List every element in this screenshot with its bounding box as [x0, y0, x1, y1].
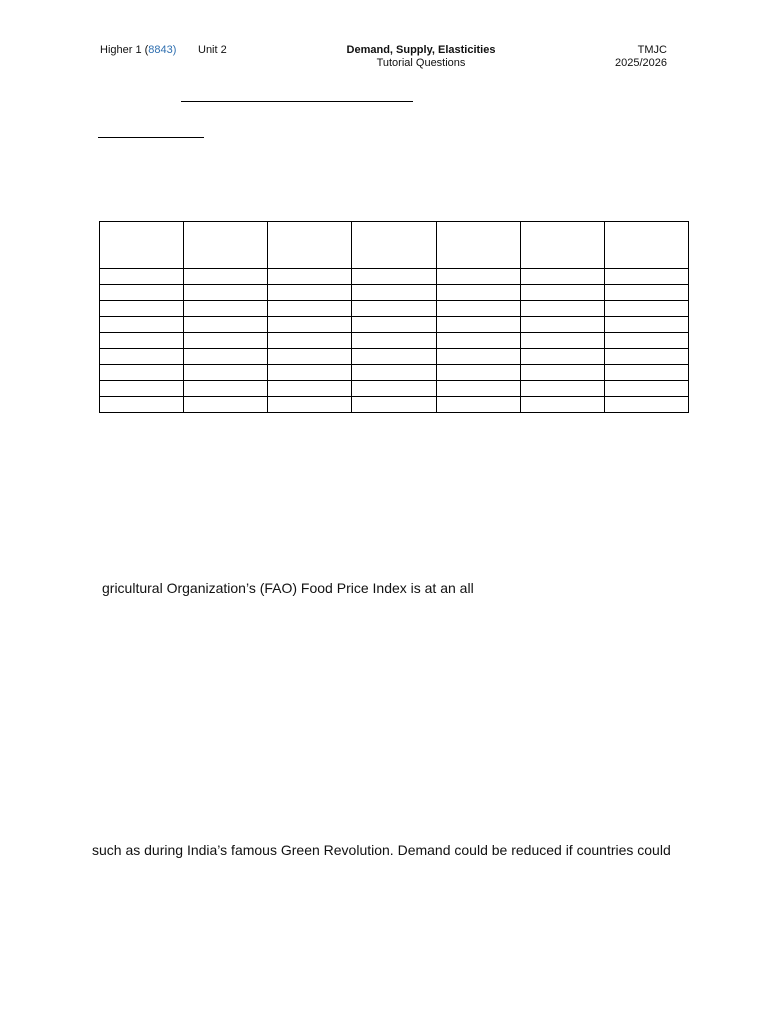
- table-cell: [352, 397, 436, 413]
- table-cell: [100, 397, 184, 413]
- table-cell: [436, 381, 520, 397]
- table-cell: [436, 365, 520, 381]
- table-cell: [184, 381, 268, 397]
- header-subject-code: 8843: [148, 44, 173, 56]
- body-text-line: gricultural Organization’s (FAO) Food Price Index is at an all: [102, 580, 474, 596]
- table-cell: [100, 349, 184, 365]
- table-header-cell: [604, 222, 688, 269]
- table-header-cell: [436, 222, 520, 269]
- table-cell: [352, 349, 436, 365]
- table-cell: [436, 301, 520, 317]
- table-cell: [184, 349, 268, 365]
- table-cell: [604, 349, 688, 365]
- data-table: [99, 221, 689, 413]
- table-row: [100, 349, 689, 365]
- table-cell: [100, 285, 184, 301]
- table-cell: [352, 381, 436, 397]
- table-cell: [520, 285, 604, 301]
- title-underline: [181, 101, 413, 102]
- table-cell: [604, 301, 688, 317]
- table-header-cell: [100, 222, 184, 269]
- header-doc-type: Tutorial Questions: [376, 57, 466, 69]
- table-cell: [352, 285, 436, 301]
- table-cell: [352, 269, 436, 285]
- table-cell: [352, 365, 436, 381]
- header-subject-label: Higher 1 (: [100, 44, 149, 56]
- table-cell: [184, 269, 268, 285]
- table-cell: [520, 349, 604, 365]
- table-cell: [604, 333, 688, 349]
- table-cell: [268, 333, 352, 349]
- table-cell: [100, 333, 184, 349]
- table-header-cell: [352, 222, 436, 269]
- table-header-row: [100, 222, 689, 269]
- table-header-cell: [184, 222, 268, 269]
- table-cell: [184, 333, 268, 349]
- table-cell: [352, 333, 436, 349]
- table-cell: [604, 381, 688, 397]
- table-row: [100, 285, 689, 301]
- table-cell: [100, 317, 184, 333]
- table-cell: [268, 381, 352, 397]
- table-cell: [184, 317, 268, 333]
- header-school: TMJC: [637, 44, 667, 56]
- header-topic-block: [320, 44, 522, 70]
- table-cell: [268, 269, 352, 285]
- table-cell: [604, 269, 688, 285]
- header-subject-close: ): [172, 44, 177, 56]
- table-cell: [268, 349, 352, 365]
- table-cell: [100, 269, 184, 285]
- table-cell: [268, 285, 352, 301]
- table-cell: [184, 301, 268, 317]
- table-cell: [520, 317, 604, 333]
- table-row: [100, 397, 689, 413]
- table-header-cell: [268, 222, 352, 269]
- table-cell: [100, 381, 184, 397]
- table-cell: [100, 301, 184, 317]
- table-cell: [184, 365, 268, 381]
- table-cell: [520, 333, 604, 349]
- table-cell: [436, 269, 520, 285]
- section-underline: [98, 137, 204, 138]
- table-cell: [604, 365, 688, 381]
- header-unit: Unit 2: [198, 44, 227, 56]
- table-row: [100, 269, 689, 285]
- table-row: [100, 333, 689, 349]
- header-year: 2025/2026: [615, 57, 667, 69]
- header-subject: [100, 44, 176, 57]
- table-cell: [436, 333, 520, 349]
- table-cell: [100, 365, 184, 381]
- data-table-body: [100, 222, 689, 413]
- table-cell: [520, 269, 604, 285]
- table-cell: [184, 397, 268, 413]
- table-cell: [520, 381, 604, 397]
- table-row: [100, 365, 689, 381]
- body-text-line: such as during India’s famous Green Revolution. Demand could be reduced if countries could: [92, 842, 671, 858]
- table-cell: [604, 285, 688, 301]
- table-cell: [352, 317, 436, 333]
- table-cell: [520, 301, 604, 317]
- header-school-block: [560, 44, 667, 70]
- table-cell: [520, 397, 604, 413]
- header-topic: Demand, Supply, Elasticities: [346, 44, 496, 56]
- table-cell: [436, 397, 520, 413]
- table-cell: [604, 397, 688, 413]
- table-row: [100, 301, 689, 317]
- table-cell: [436, 285, 520, 301]
- table-cell: [184, 285, 268, 301]
- table-cell: [520, 365, 604, 381]
- table-cell: [604, 317, 688, 333]
- table-cell: [268, 317, 352, 333]
- table-cell: [436, 317, 520, 333]
- table-cell: [268, 397, 352, 413]
- table-row: [100, 317, 689, 333]
- table-cell: [268, 301, 352, 317]
- table-cell: [436, 349, 520, 365]
- table-cell: [352, 301, 436, 317]
- table-row: [100, 381, 689, 397]
- table-cell: [268, 365, 352, 381]
- table-header-cell: [520, 222, 604, 269]
